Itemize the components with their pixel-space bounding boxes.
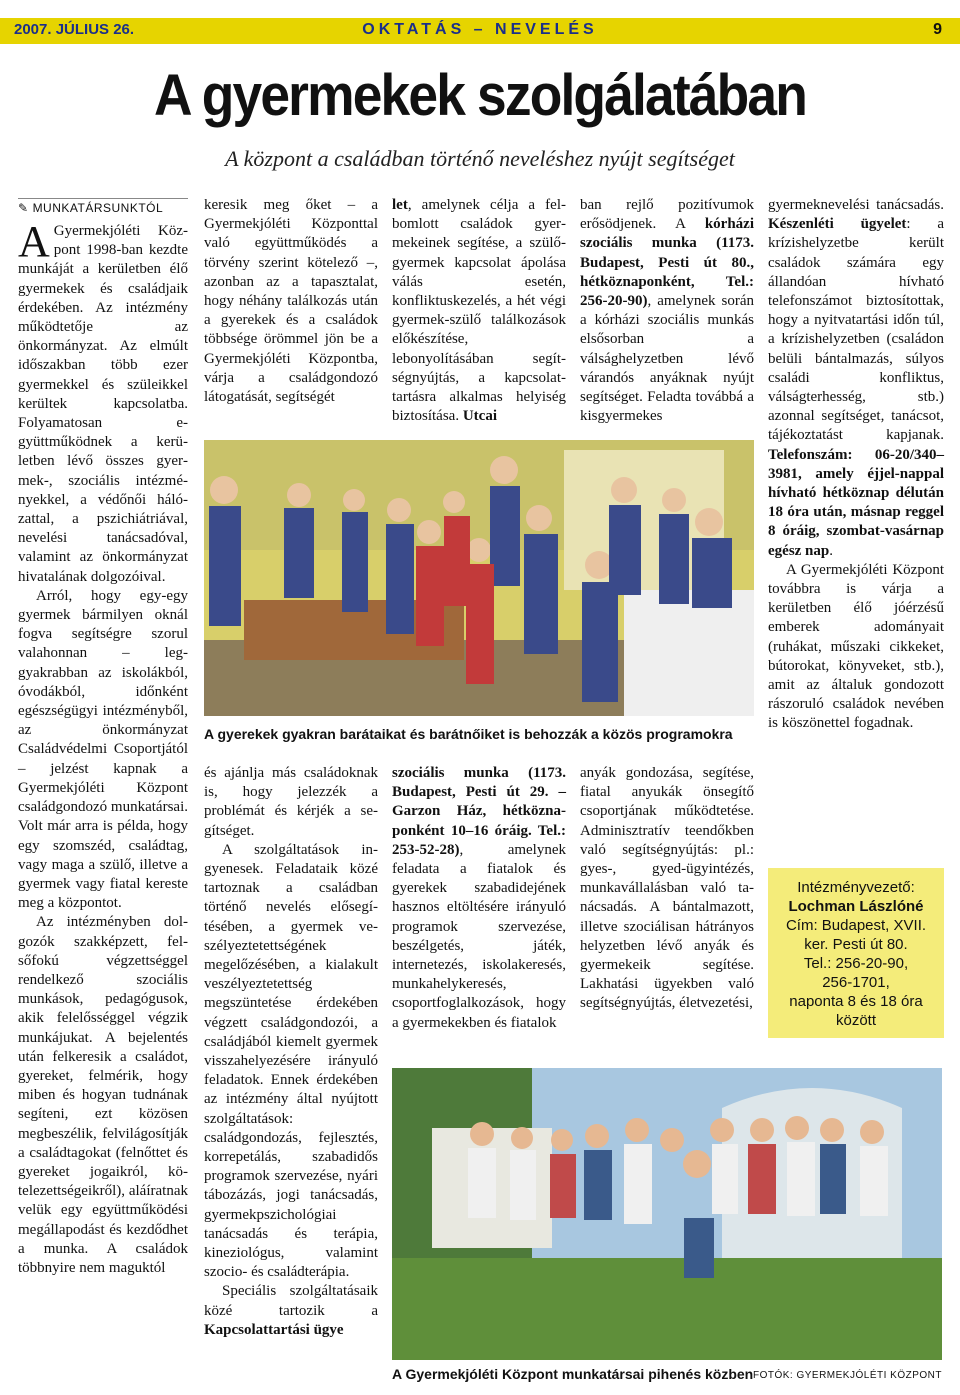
- pen-icon: ✎: [18, 201, 29, 215]
- info-hours-line: között: [835, 1012, 877, 1029]
- paragraph: let, amelynek célja a felbomlott családok gyermekeinek segítése, a szülő-gyermek kapcsolat ápolása válás esetén, konfliktuskezelés, a hét végi gyermek-szülő találkozások előkészítése, lebonyolításában segítségnyújtás, a kapcsolattartásra alkalmas helyiség biztosítása. Utcai: [392, 197, 566, 425]
- article-subtitle: A központ a családban történő neveléshez nyújt segítséget: [225, 146, 735, 171]
- paragraph: Speciális szolgáltatásaik közé tartozik a Kapcsolattartási ügye: [204, 1283, 378, 1338]
- info-box: [768, 868, 944, 1038]
- info-name: Lochman Lászlóné: [788, 898, 924, 915]
- paragraph: Arról, hogy egy-egy gyermek bármilyen oknál fogva segítségre szorul valahonnan – leggyakrabban az iskolákból, óvodákból, időnként egészségügyi intézményből, az önkormányzat Családvédelmi Csoportjától – jelzést kapnak a Gyermekjóléti Központ családgondozó munkatársai. Volt már arra is példa, hogy egy szomszéd, családtag, vagy maga a szülő, illetve a gyermek vagy fiatal kereste meg a központot.: [18, 587, 188, 912]
- info-address-line: Cím: Budapest, XVII.: [785, 917, 927, 934]
- paragraph: A Gyermekjóléti Központ 1998-ban kezdte munkáját a kerületben élő gyermekek és családjaik érdekében. Az intézmény működtetője az önkormányzat. Az elmúlt időszakban több ezer gyermekkel és szüleikkel kerültek kapcsolatba. Folyamatosan együttműködnek a kerületben lévő összes gyermek-, szociális intézményekkel, a védőnői hálózattal, a pszichiátriával, nevelési tanácsadóval, valamint az önkormányzat hivatalának dolgozóival.: [18, 217, 188, 585]
- paragraph: keresik meg őket – a Gyermekjóléti Központtal való együttműködés a törvény szerint kötelező –, azonban az a tapasztalat, hogy néhány találkozás után a gyerekek és a családok többsége örömmel jön be a Gyermekjóléti Központba, várja a családgondozó látogatását, segítségét: [204, 197, 378, 406]
- byline: [18, 198, 188, 215]
- column-3-bottom: [392, 764, 566, 1033]
- byline-text: MUNKATÁRSUNKTÓL: [32, 201, 164, 215]
- info-address-line: ker. Pesti út 80.: [804, 936, 908, 953]
- column-4-bottom: [580, 764, 754, 1014]
- info-hours-line: naponta 8 és 18 óra: [789, 993, 923, 1010]
- photo-children: [204, 440, 754, 716]
- header-band: [0, 18, 960, 44]
- photo-staff-image: [392, 1068, 942, 1360]
- drop-cap: A: [18, 217, 50, 266]
- paragraph: és ajánlja más családoknak is, hogy jelezzék a problémát és kérjék a segítséget.: [204, 765, 378, 839]
- paragraph: A Gyermekjóléti Központ továbbra is várja a kerületben élő jóérzésű emberek adományait (ruhákat, műszaki cikkeket, bútorokat, könyveket, stb.), amit az általuk gondozott rászoruló családok nevében is köszönettel fogadnak.: [768, 561, 944, 732]
- info-role: Intézményvezető:: [797, 879, 915, 896]
- paragraph: A szolgáltatások ingyenesek. Feladataik közé tartoznak a családban történő nevelés elősegítésében, a gyermek veszélyeztetettségének megelőzésében, a kialakult veszélyeztetettség megszüntetése érdekében végzett családgondozói, a családjából kiemelt gyermek visszahelyezésére irányuló feladatok. Ennek érdekében az intézmény által nyújtott szolgáltatások: családgondozás, fejlesztés, korrepetálás, szabadidős programok szervezése, nyári tábozázás, jogi tanácsadás, gyermekpszichológiai tanácsadás és terápia, kineziológus, valamint szocio- és családterápia.: [204, 841, 378, 1281]
- column-2-top: [204, 196, 378, 407]
- issue-date: 2007. JÚLIUS 26.: [14, 21, 135, 38]
- paragraph: Az intézményben dolgozók szakképzett, felsőfokú végzettséggel rendelkező szociális munkások, pedagógusok, akik felelősséggel végzik munkájukat. A bejelentés után felkeresik a családot, gyereket, felmérik, hogy miben és hogyan tudnának segíteni, ezt közösen megbeszélik, felvilágosítják a családtagokat (felnőttet és gyereket jogaikról, kötelezettségeikről), aláíratnak velük egy együttműködési megállapodást és kezdődhet a munka. A családok többnyire nem maguktól: [18, 914, 188, 1276]
- photo-children-image: [204, 440, 754, 716]
- column-3-top: [392, 196, 566, 426]
- paragraph: gyermeknevelési tanácsadás. Készenléti ügyelet: a krízishelyzetbe került családok számára egy állandóan hívható telefonszámot biztosítottak, hogy a nyitvatartási időn túl, a krízishelyzetben (családon belüli bántalmazás, súlyos családi konfliktus, válságterhesség, stb.) azonnal segítséget, tanácsot, tájékoztatást kapjanak. Telefonszám: 06-20/340–3981, amely éjjel-nappal hívható hétköznap délután 18 óra után, másnap reggel 8 óráig, szombat-vasárnap egész nap.: [768, 197, 944, 559]
- column-2-bottom: [204, 764, 378, 1340]
- photo-credit: FOTÓK: GYERMEKJÓLÉTI KÖZPONT: [752, 1370, 942, 1381]
- paragraph: anyák gondozása, segítése, fiatal anyukák önsegítő csoportjának működtetése. Adminisztratív teendőkben való segítségnyújtás: pl.: gyes-, gyed-ügyintézés, munkavállalásban való tanácsadás. A bántalmazott, illetve szociálisan hátrányos helyzetben lévő anyák és gyermekeik segítése. Lakhatási ügyekben való segítségnyújtás, életvezetési,: [580, 765, 754, 1012]
- paragraph: szociális munka (1173. Budapest, Pesti út 29. – Garzon Ház, hétköznaponként 10–16 óráig. Tel.: 253-52-28), amelynek feladata a fiatalok és gyerekek szabadidejének hasznos eltöltésére irányuló programok szervezése, beszélgetés, játék, internetezés, iskolakeresés, munkahelykeresés, csoportfoglalkozások, hogy a gyermekekben és fiatalok: [392, 765, 566, 1031]
- article-title: A gyermekek szolgálatában: [154, 63, 806, 128]
- page-number: 9: [933, 21, 942, 38]
- info-phone-line: 256-1701,: [822, 974, 890, 991]
- column-4-top: [580, 196, 754, 426]
- photo-staff-caption: A Gyermekjóléti Központ munkatársai pihenés közben: [392, 1366, 754, 1382]
- paragraph: ban rejlő pozitívumok erősödjenek. A kórházi szociális munka (1173. Budapest, Pesti út 80., hétköznaponként, Tel.: 256-20-90), amelynek során a kórházi szociális munkás elsősorban a válsághelyzetben lévő várandós anyáknak nyújt segítséget. Feladta továbbá a kisgyermekes: [580, 197, 754, 425]
- photo-staff: [392, 1068, 942, 1360]
- column-1: [18, 217, 188, 1278]
- info-phone-line: Tel.: 256-20-90,: [803, 955, 909, 972]
- photo-children-caption: A gyerekek gyakran barátaikat és barátnőiket is behozzák a közös programokra: [204, 726, 733, 742]
- column-5: [768, 196, 944, 734]
- section-title: OKTATÁS – NEVELÉS: [362, 21, 598, 38]
